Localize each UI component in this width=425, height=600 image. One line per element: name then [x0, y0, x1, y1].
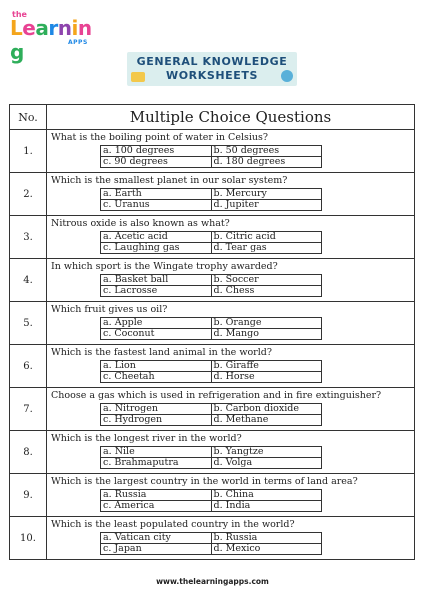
question-text: Which fruit gives us oil? — [51, 304, 168, 315]
option-b: b. Soccer — [211, 275, 322, 286]
option-d: d. Methane — [211, 415, 322, 426]
option-a: a. Nitrogen — [101, 404, 212, 415]
option-a: a. Russia — [101, 490, 212, 501]
question-cell — [47, 130, 415, 173]
question-number: 6. — [10, 345, 47, 388]
question-number: 4. — [10, 259, 47, 302]
option-d: d. Horse — [211, 372, 322, 383]
option-b: b. Russia — [211, 533, 322, 544]
option-d: d. Volga — [211, 458, 322, 469]
option-d: d. 180 degrees — [211, 157, 322, 168]
question-text: Nitrous oxide is also known as what? — [51, 218, 230, 229]
logo-the-text: the — [12, 10, 27, 19]
options-grid — [100, 274, 322, 297]
question-cell — [47, 302, 415, 345]
options-grid — [100, 532, 322, 555]
option-c: c. America — [101, 501, 212, 512]
question-number: 9. — [10, 474, 47, 517]
question-number: 10. — [10, 517, 47, 560]
logo-main-text: Learning — [10, 16, 92, 64]
banner-title-line1: GENERAL KNOWLEDGE — [136, 55, 288, 68]
options-grid — [100, 317, 322, 340]
options-grid — [100, 489, 322, 512]
question-cell — [47, 345, 415, 388]
question-text: Which is the largest country in the world in terms of land area? — [51, 476, 358, 487]
option-d: d. Tear gas — [211, 243, 322, 254]
question-text: What is the boiling point of water in Celsius? — [51, 132, 268, 143]
option-a: a. Vatican city — [101, 533, 212, 544]
question-row — [10, 259, 415, 302]
options-grid — [100, 360, 322, 383]
question-row — [10, 474, 415, 517]
question-number: 5. — [10, 302, 47, 345]
option-a: a. Acetic acid — [101, 232, 212, 243]
question-row — [10, 130, 415, 173]
question-cell — [47, 259, 415, 302]
option-d: d. Mexico — [211, 544, 322, 555]
option-c: c. 90 degrees — [101, 157, 212, 168]
question-cell — [47, 431, 415, 474]
question-text: Which is the least populated country in the world? — [51, 519, 295, 530]
question-number: 1. — [10, 130, 47, 173]
questions-body — [10, 130, 415, 560]
option-c: c. Laughing gas — [101, 243, 212, 254]
question-text: Which is the longest river in the world? — [51, 433, 242, 444]
option-a: a. Lion — [101, 361, 212, 372]
question-cell — [47, 173, 415, 216]
question-number: 8. — [10, 431, 47, 474]
options-grid — [100, 145, 322, 168]
question-cell — [47, 388, 415, 431]
option-a: a. Nile — [101, 447, 212, 458]
option-b: b. 50 degrees — [211, 146, 322, 157]
question-row — [10, 431, 415, 474]
option-b: b. China — [211, 490, 322, 501]
option-c: c. Uranus — [101, 200, 212, 211]
option-a: a. 100 degrees — [101, 146, 212, 157]
question-number: 2. — [10, 173, 47, 216]
questions-table — [9, 104, 415, 560]
option-c: c. Lacrosse — [101, 286, 212, 297]
option-b: b. Yangtze — [211, 447, 322, 458]
options-grid — [100, 403, 322, 426]
option-b: b. Carbon dioxide — [211, 404, 322, 415]
option-d: d. India — [211, 501, 322, 512]
question-row — [10, 345, 415, 388]
options-grid — [100, 231, 322, 254]
option-c: c. Hydrogen — [101, 415, 212, 426]
option-d: d. Mango — [211, 329, 322, 340]
question-row — [10, 302, 415, 345]
question-row — [10, 216, 415, 259]
question-text: In which sport is the Wingate trophy awarded? — [51, 261, 278, 272]
option-b: b. Orange — [211, 318, 322, 329]
option-a: a. Basket ball — [101, 275, 212, 286]
question-row — [10, 517, 415, 560]
learning-apps-logo — [10, 8, 102, 64]
options-grid — [100, 188, 322, 211]
table-title: Multiple Choice Questions — [47, 105, 415, 130]
option-c: c. Japan — [101, 544, 212, 555]
option-d: d. Chess — [211, 286, 322, 297]
option-c: c. Coconut — [101, 329, 212, 340]
option-b: b. Citric acid — [211, 232, 322, 243]
option-c: c. Brahmaputra — [101, 458, 212, 469]
option-b: b. Giraffe — [211, 361, 322, 372]
logo-apps-text: APPS — [68, 39, 88, 46]
banner-title-line2: WORKSHEETS — [165, 69, 259, 82]
option-b: b. Mercury — [211, 189, 322, 200]
question-cell — [47, 216, 415, 259]
question-number: 3. — [10, 216, 47, 259]
option-a: a. Apple — [101, 318, 212, 329]
question-cell — [47, 474, 415, 517]
option-d: d. Jupiter — [211, 200, 322, 211]
question-text: Choose a gas which is used in refrigeration and in fire extinguisher? — [51, 390, 382, 401]
option-c: c. Cheetah — [101, 372, 212, 383]
question-number: 7. — [10, 388, 47, 431]
footer-url: www.thelearningapps.com — [156, 577, 269, 586]
table-header-row — [10, 105, 415, 130]
question-text: Which is the fastest land animal in the world? — [51, 347, 272, 358]
option-a: a. Earth — [101, 189, 212, 200]
question-row — [10, 388, 415, 431]
worksheet-banner — [127, 52, 297, 86]
question-cell — [47, 517, 415, 560]
number-column-header: No. — [10, 105, 47, 130]
question-row — [10, 173, 415, 216]
question-text: Which is the smallest planet in our solar system? — [51, 175, 288, 186]
options-grid — [100, 446, 322, 469]
